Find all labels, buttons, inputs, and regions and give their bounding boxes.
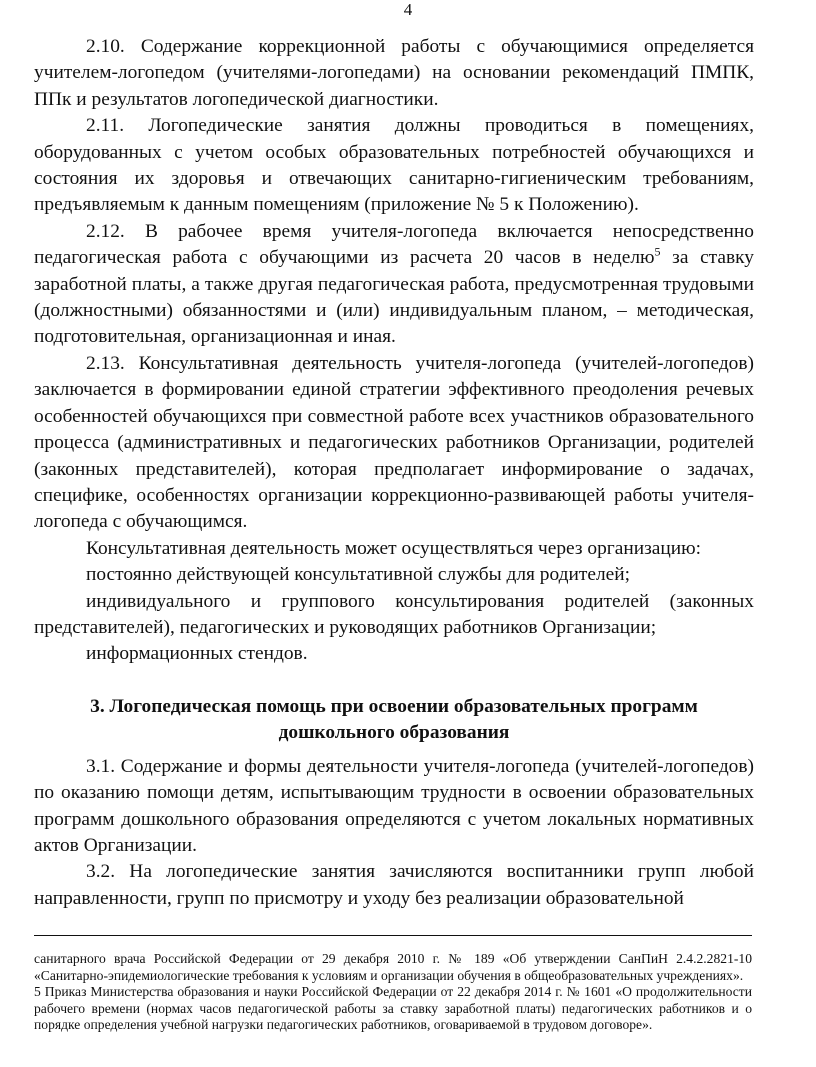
- consult-item-1: постоянно действующей консультативной службы для родителей;: [86, 564, 631, 586]
- footnote-continuation: санитарного врача Российской Федерации от 29 декабря 2010 г. № 189 «Об утверждении СанПиН 2.4.2.2821-10 «Санитарно-эпидемиологические требования к условиям и организации обучения в общеобразовательных учреждениях».: [34, 951, 752, 983]
- footnote-divider: [34, 935, 752, 936]
- page-number: 4: [403, 0, 413, 19]
- paragraph-3-2: 3.2. На логопедические занятия зачисляются воспитанники групп любой направленности, групп по присмотру и уходу без реализации образовательной: [34, 861, 754, 909]
- consult-intro: Консультативная деятельность может осуществляться через организацию:: [86, 537, 701, 559]
- paragraph-2-12-text-b: за ставку заработной платы, а также другая педагогическая работа, предусмотренная трудовыми (должностными) обязанностями и (или) индивидуальным планом, – методическая, подготовительная, организационная и иная.: [34, 247, 754, 348]
- consult-item-2: индивидуального и группового консультирования родителей (законных представителей), педагогических и руководящих работников Организации;: [34, 590, 754, 638]
- paragraph-2-12: [34, 219, 754, 351]
- paragraph-2-10: 2.10. Содержание коррекционной работы с обучающимися определяется учителем-логопедом (учителями-логопедами) на основании рекомендаций ПМПК, ППк и результатов логопедической диагностики.: [34, 36, 754, 110]
- paragraph-2-11: 2.11. Логопедические занятия должны проводиться в помещениях, оборудованных с учетом особых образовательных потребностей обучающихся и состояния их здоровья и отвечающих санитарно-гигиеническим требованиям, предъявляемым к данным помещениям (приложение № 5 к Положению).: [34, 115, 754, 216]
- consult-item-3: информационных стендов.: [86, 643, 308, 665]
- footnote-5: 5 Приказ Министерства образования и науки Российской Федерации от 22 декабря 2014 г. № 1601 «О продолжительности рабочего времени (нормах часов педагогической работы за ставку заработной платы) педагогических работников и о порядке определения учебной нагрузки педагогических работников, оговариваемой в трудовом договоре».: [34, 984, 752, 1033]
- paragraph-2-12-text-a: 2.12. В рабочее время учителя-логопеда включается непосредственно педагогическая работа с обучающими из расчета 20 часов в неделю: [34, 220, 754, 269]
- section-3-heading: 3. Логопедическая помощь при освоении образовательных программ дошкольного образования: [90, 695, 698, 743]
- paragraph-2-13: 2.13. Консультативная деятельность учителя-логопеда (учителей-логопедов) заключается в формировании единой стратегии эффективного преодоления речевых особенностей обучающихся при совместной работе всех участников образовательного процесса (административных и педагогических работников Организации, родителей (законных представителей), которая предполагает информирование о задачах, специфике, особенностях организации коррекционно-развивающей работы учителя-логопеда с обучающимся.: [34, 352, 754, 533]
- footnote-ref-5: 5: [654, 244, 661, 259]
- main-text: [34, 34, 754, 912]
- footnotes: [34, 951, 752, 1034]
- paragraph-3-1: 3.1. Содержание и формы деятельности учителя-логопеда (учителей-логопедов) по оказанию помощи детям, испытывающим трудности в освоении образовательных программ дошкольного образования определяются с учетом локальных нормативных актов Организации.: [34, 755, 754, 856]
